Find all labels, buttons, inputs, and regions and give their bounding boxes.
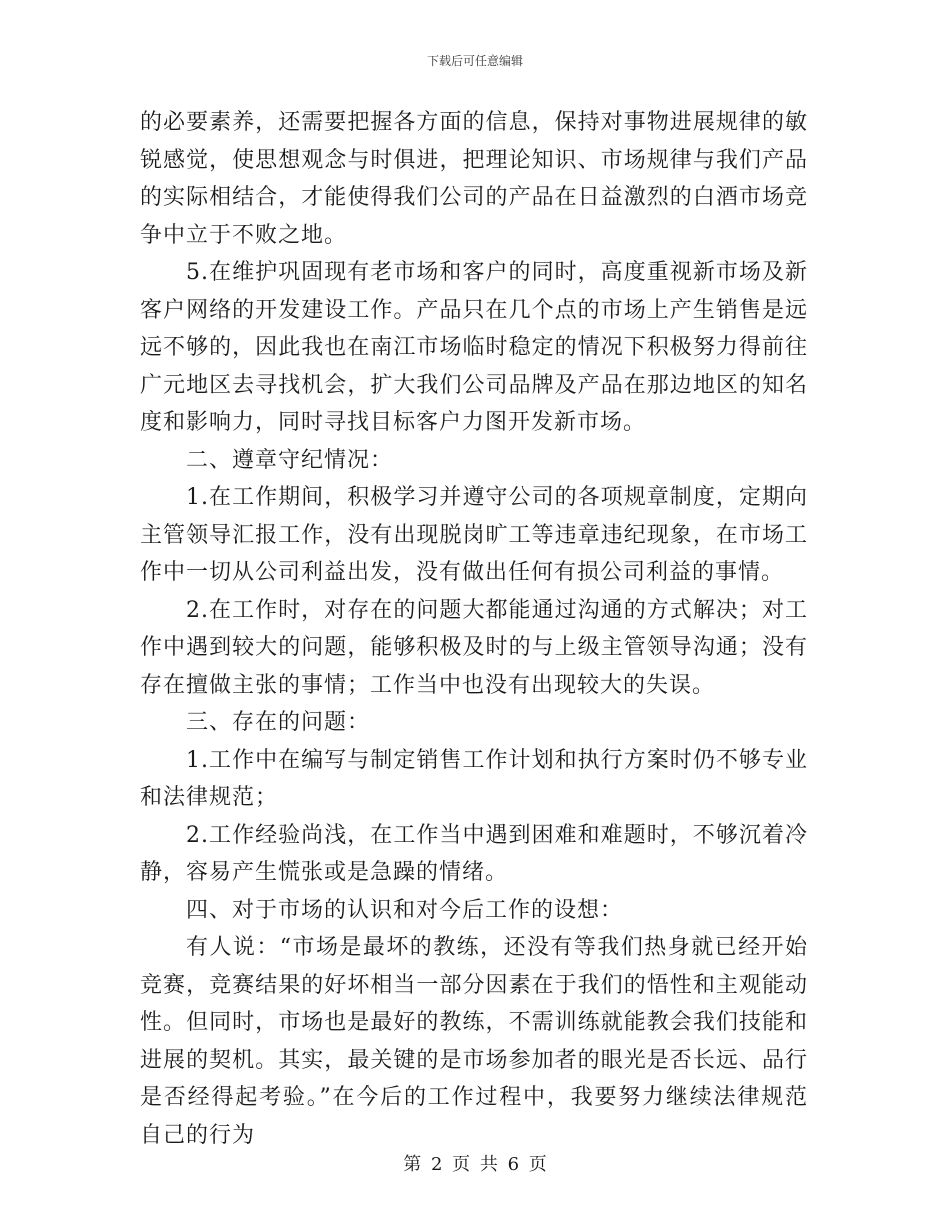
paragraph-8: 2.工作经验尚浅，在工作当中遇到困难和难题时，不够沉着冷静，容易产生慌张或是急躁的情绪。 (140, 822, 808, 885)
section-heading-3: 三、存在的问题： (186, 710, 371, 735)
page-header: 下载后可任意编辑 (426, 54, 523, 68)
section-heading-2: 二、遵章守纪情况： (186, 447, 394, 473)
paragraph-10: 有人说：“市场是最坏的教练，还没有等我们热身就已经开始竞赛，竞赛结果的好坏相当一部分因素在于我们的悟性和主观能动性。但同时，市场也是最好的教练，不需训练就能教会我们技能和进展的契机。其实，最关键的是市场参加者的眼光是否长远、品行是否经得起考验。”在今后的工作过程中，我要努力继续法律规范自己的行为 (140, 935, 808, 1148)
page-number-footer: 第 2 页 共 6 页 (403, 1154, 547, 1175)
paragraph-1: 的必要素养，还需要把握各方面的信息，保持对事物进展规律的敏锐感觉，使思想观念与时俱进，把理论知识、市场规律与我们产品的实际相结合，才能使得我们公司的产品在日益激烈的白酒市场竞争中立于不败之地。 (140, 110, 808, 248)
section-heading-4: 四、对于市场的认识和对今后工作的设想： (186, 897, 624, 923)
paragraph-5: 2.在工作时，对存在的问题大都能通过沟通的方式解决；对工作中遇到较大的问题，能够积极及时的与上级主管领导沟通；没有存在擅做主张的事情；工作当中也没有出现较大的失误。 (140, 597, 808, 698)
paragraph-7: 1.工作中在编写与制定销售工作计划和执行方案时仍不够专业和法律规范； (140, 747, 808, 810)
paragraph-4: 1.在工作期间，积极学习并遵守公司的各项规章制度，定期向主管领导汇报工作，没有出现脱岗旷工等违章违纪现象，在市场工作中一切从公司利益出发，没有做出任何有损公司利益的事情。 (140, 485, 808, 585)
paragraph-2: 5.在维护巩固现有老市场和客户的同时，高度重视新市场及新客户网络的开发建设工作。产品只在几个点的市场上产生销售是远远不够的，因此我也在南江市场临时稳定的情况下积极努力得前往广元地区去寻找机会，扩大我们公司品牌及产品在那边地区的知名度和影响力，同时寻找目标客户力图开发新市场。 (140, 260, 808, 435)
document-body (140, 104, 808, 1154)
